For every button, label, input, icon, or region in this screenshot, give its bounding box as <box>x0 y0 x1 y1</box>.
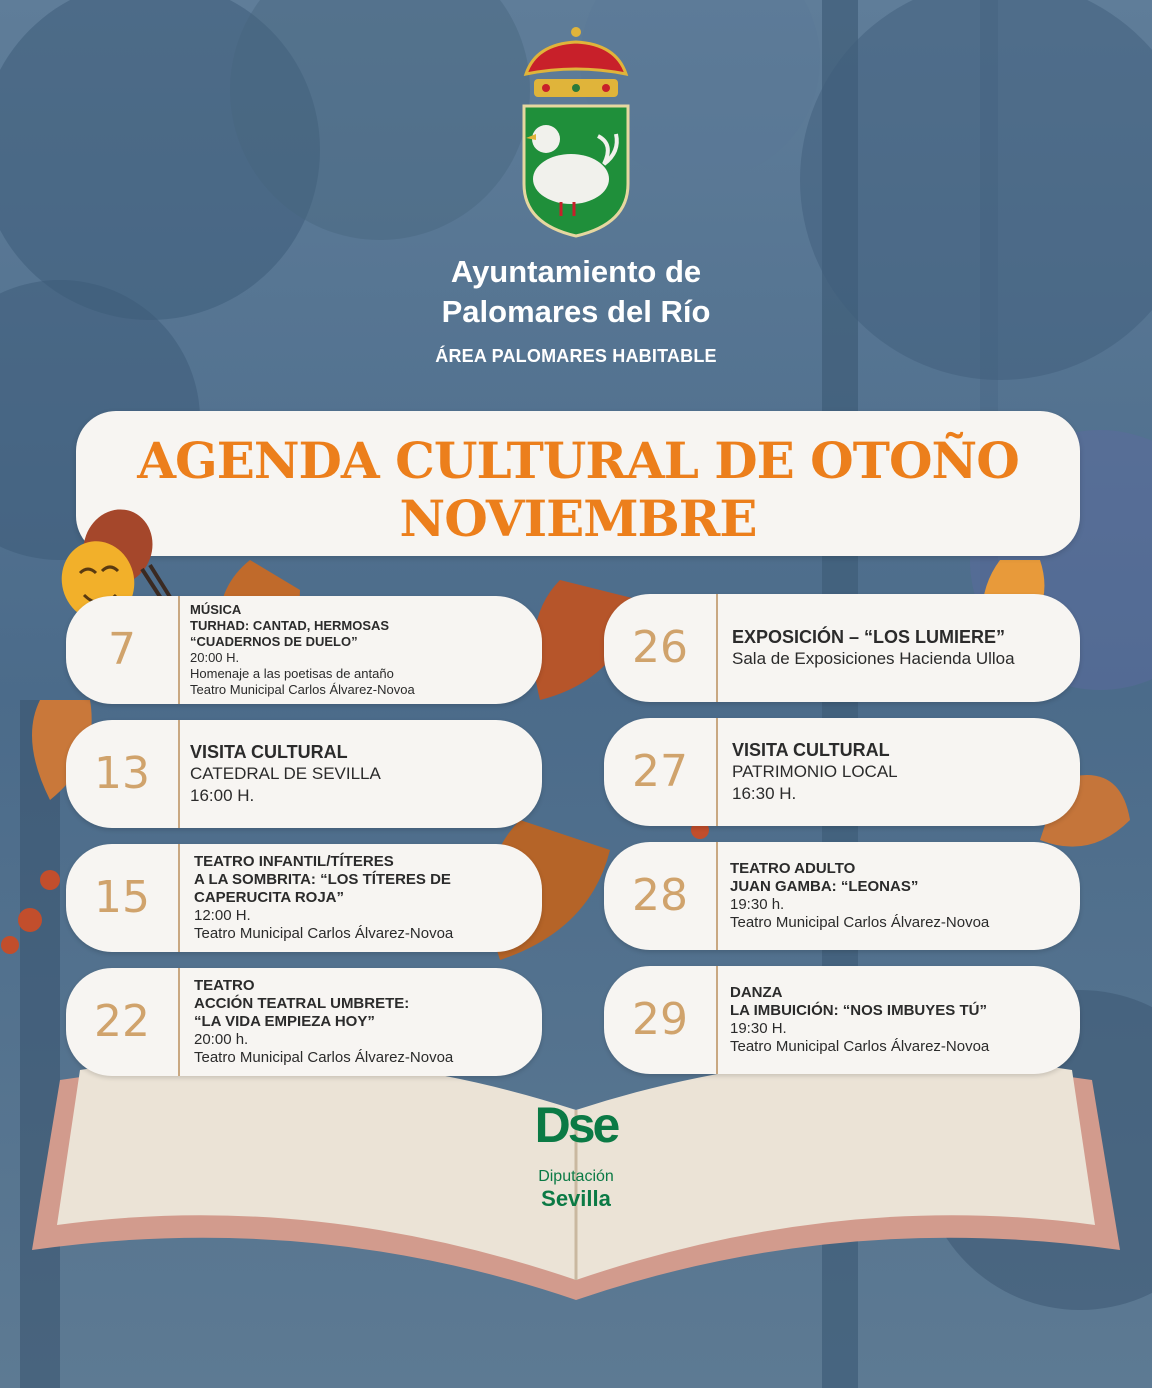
org-name-line2: Palomares del Río <box>441 294 711 329</box>
page-subtitle: NOVIEMBRE <box>399 489 757 548</box>
event-title: LA IMBUICIÓN: “NOS IMBUYES TÚ” <box>730 1002 987 1019</box>
event-day: 27 <box>632 746 688 797</box>
event-info <box>194 844 544 952</box>
event-title: EXPOSICIÓN – “LOS LUMIERE” <box>732 627 1006 647</box>
event-info <box>190 596 540 704</box>
event-time: 16:30 H. <box>732 784 797 803</box>
event-card-29[interactable] <box>604 966 1080 1074</box>
event-time: 16:00 H. <box>190 786 255 805</box>
event-time: 20:00 h. <box>194 1031 249 1048</box>
coat-of-arms-icon <box>516 24 636 239</box>
diputacion-logo-line2: Sevilla <box>541 1186 611 1211</box>
event-venue: Teatro Municipal Carlos Álvarez-Novoa <box>190 682 415 697</box>
event-info <box>190 720 540 828</box>
event-card-7[interactable] <box>66 596 542 704</box>
event-info <box>730 966 1080 1074</box>
event-venue: Teatro Municipal Carlos Álvarez-Novoa <box>730 1038 990 1055</box>
org-name-line1: Ayuntamiento de <box>450 254 702 289</box>
divider <box>178 596 180 704</box>
event-info <box>730 842 1080 950</box>
event-venue: Teatro Municipal Carlos Álvarez-Novoa <box>730 914 990 931</box>
event-category: DANZA <box>730 984 783 1001</box>
event-venue: Teatro Municipal Carlos Álvarez-Novoa <box>194 1049 454 1066</box>
event-category: MÚSICA <box>190 602 242 617</box>
event-day: 15 <box>94 872 150 923</box>
event-card-13[interactable] <box>66 720 542 828</box>
event-venue: Sala de Exposiciones Hacienda Ulloa <box>732 649 1015 668</box>
event-title-2: CAPERUCITA ROJA” <box>194 889 345 906</box>
divider <box>716 594 718 702</box>
event-card-15[interactable] <box>66 844 542 952</box>
event-day: 13 <box>94 748 150 799</box>
divider <box>178 720 180 828</box>
event-card-27[interactable] <box>604 718 1080 826</box>
diputacion-logo-mark: Dse <box>534 1097 618 1153</box>
divider <box>716 718 718 826</box>
event-title: CATEDRAL DE SEVILLA <box>190 764 381 783</box>
event-info <box>732 594 1082 702</box>
event-title: PATRIMONIO LOCAL <box>732 762 898 781</box>
event-time: 19:30 H. <box>730 1020 787 1037</box>
divider <box>716 842 718 950</box>
divider <box>178 844 180 952</box>
event-title: ACCIÓN TEATRAL UMBRETE: <box>194 995 410 1012</box>
divider <box>178 968 180 1076</box>
title-banner <box>76 411 1080 556</box>
event-card-28[interactable] <box>604 842 1080 950</box>
event-category: VISITA CULTURAL <box>732 740 890 760</box>
area-name: ÁREA PALOMARES HABITABLE <box>435 346 717 366</box>
event-info <box>194 968 544 1076</box>
page-title: AGENDA CULTURAL DE OTOÑO <box>137 431 1019 490</box>
event-title: A LA SOMBRITA: “LOS TÍTERES DE <box>194 871 451 888</box>
event-card-26[interactable] <box>604 594 1080 702</box>
event-time: 19:30 h. <box>730 896 785 913</box>
event-day: 22 <box>94 996 150 1047</box>
event-title-2: “CUADERNOS DE DUELO” <box>190 634 358 649</box>
event-category: VISITA CULTURAL <box>190 742 348 762</box>
diputacion-logo-line1: Diputación <box>538 1168 614 1185</box>
event-day: 7 <box>108 624 136 675</box>
divider <box>716 966 718 1074</box>
event-title-2: “LA VIDA EMPIEZA HOY” <box>194 1013 375 1030</box>
event-time: 20:00 H. <box>190 650 240 665</box>
event-category: TEATRO <box>194 977 255 994</box>
event-title: TURHAD: CANTAD, HERMOSAS <box>190 618 390 633</box>
event-category: TEATRO INFANTIL/TÍTERES <box>194 853 394 870</box>
event-card-22[interactable] <box>66 968 542 1076</box>
event-day: 26 <box>632 622 688 673</box>
event-venue: Teatro Municipal Carlos Álvarez-Novoa <box>194 925 454 942</box>
event-title: JUAN GAMBA: “LEONAS” <box>730 878 919 895</box>
event-info <box>732 718 1082 826</box>
event-day: 28 <box>632 870 688 921</box>
event-time: 12:00 H. <box>194 907 251 924</box>
event-day: 29 <box>632 994 688 1045</box>
event-description: Homenaje a las poetisas de antaño <box>190 666 394 681</box>
event-category: TEATRO ADULTO <box>730 860 856 877</box>
